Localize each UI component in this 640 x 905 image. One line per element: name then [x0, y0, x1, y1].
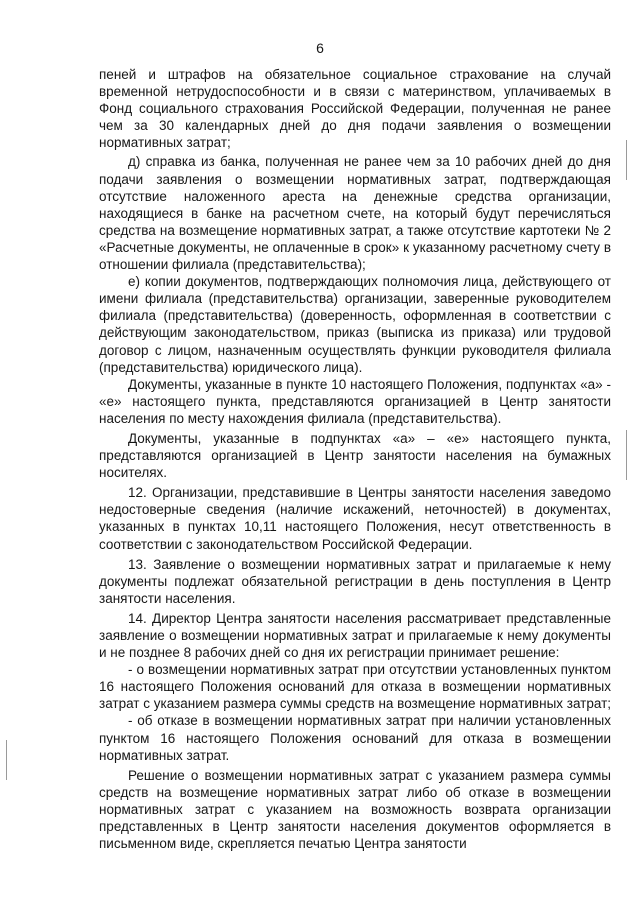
- paragraph-12-responsibility: 12. Организации, представившие в Центры занятости населения заведомо недостоверные сведения (наличие искажений, неточностей) в документах, указанных в пунктах 10,11 настоящего Положения, несут ответственность в соответствии с законодательством Российской Федерации.: [99, 485, 611, 552]
- paragraph-fss-certificate-tail: пеней и штрафов на обязательное социальное страхование на случай временной нетрудоспособности и в связи с материнством, уплачиваемых в Фонд социального страхования Российской Федерации, полученная не ранее чем за 30 календарных дней до дня подачи заявления о возмещении нормативных затрат;: [99, 67, 611, 151]
- paragraph-14-director-decision: 14. Директор Центра занятости населения рассматривает представленные заявление о возмещении нормативных затрат и прилагаемые к нему документы и не позднее 8 рабочих дней со дня их регистрации принимает решение:: [99, 610, 611, 661]
- document-body: [99, 66, 611, 852]
- paragraph-documents-paper-form: Документы, указанные в подпунктах «а» – «е» настоящего пункта, представляются организацией в Центр занятости населения на бумажных носителях.: [99, 430, 611, 481]
- scan-edge-mark: [626, 140, 627, 180]
- paragraph-documents-submission-place: Документы, указанные в пункте 10 настоящего Положения, подпунктах «а» - «е» настоящего пункта, представляются организацией в Центр занятости населения по месту нахождения филиала (представительства).: [99, 376, 611, 426]
- paragraph-13-registration: 13. Заявление о возмещении нормативных затрат и прилагаемые к нему документы подлежат обязательной регистрации в день поступления в Центр занятости населения.: [99, 556, 611, 606]
- paragraph-item-e-authority-documents: е) копии документов, подтверждающих полномочия лица, действующего от имени филиала (представительства) организации, заверенные руководителем филиала (представительства) (доверенность, оформленная в соответствии с действующим законодательством, приказ (выписка из приказа) или трудовой договор с лицом, назначенным осуществлять функции руководителя филиала (представительства) юридического лица).: [99, 274, 611, 375]
- paragraph-decision-form: Решение о возмещении нормативных затрат с указанием размера суммы средств на возмещение нормативных затрат либо об отказе в возмещении нормативных затрат с указанием на возможность возврата организации представленных в Центр занятости населения документов оформляется в письменном виде, скрепляется печатью Центра занятости: [99, 767, 611, 852]
- paragraph-item-d-bank-certificate: д) справка из банка, полученная не ранее чем за 10 рабочих дней до дня подачи заявления о возмещении нормативных затрат, подтверждающая отсутствие наложенного ареста на денежные средства организации, находящиеся в банке на расчетном счете, на который будут перечисляться средства на возмещение нормативных затрат, а также отсутствие картотеки № 2 «Расчетные документы, не оплаченные в срок» к указанному расчетному счету в отношении филиала (представительства);: [99, 154, 611, 273]
- page-number: 6: [316, 40, 324, 56]
- paragraph-decision-refusal: - об отказе в возмещении нормативных затрат при наличии установленных пунктом 16 настоящего Положения оснований для отказа в возмещении нормативных затрат.: [99, 713, 611, 763]
- scan-edge-mark: [626, 430, 627, 480]
- scan-edge-mark: [6, 740, 7, 780]
- paragraph-decision-reimbursement: - о возмещении нормативных затрат при отсутствии установленных пунктом 16 настоящего Положения оснований для отказа в возмещении нормативных затрат с указанием размера суммы средств на возмещение нормативных затрат;: [99, 662, 612, 712]
